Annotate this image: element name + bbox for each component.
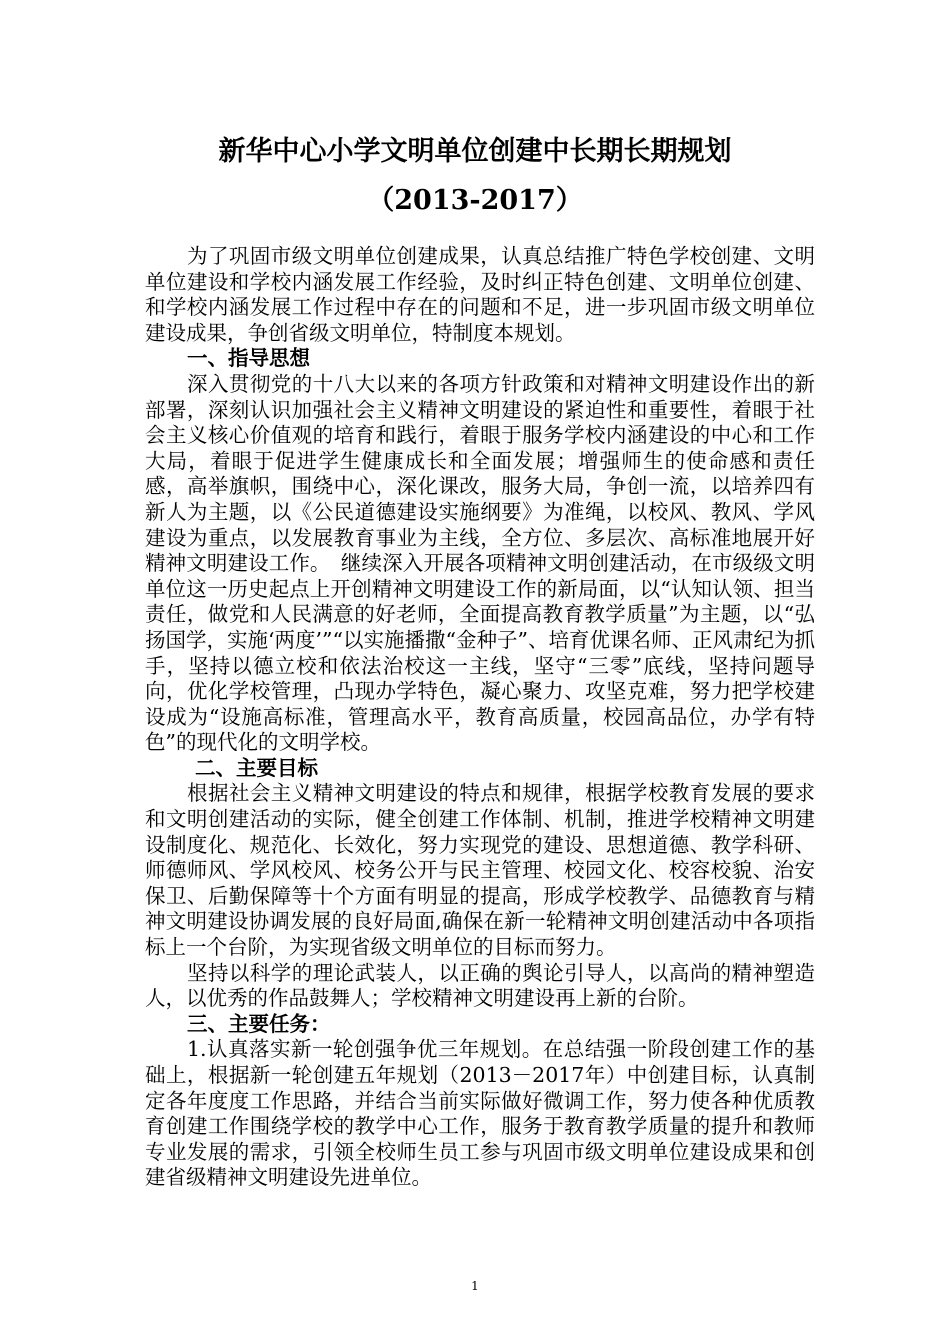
section-paragraph: 根据社会主义精神文明建设的特点和规律，根据学校教育发展的要求和文明创建活动的实际，健全创建工作体制、机制，推进学校精神文明建设制度化、规范化、长效化，努力实现党的建设、思想道德、教学科研、师德师风、学风校风、校务公开与民主管理、校园文化、校容校貌、治安保卫、后勤保障等十个方面有明显的提高，形成学校教学、品德教育与精神文明建设协调发展的良好局面,确保在新一轮精神文明创建活动中各项指标上一个台阶，为实现省级文明单位的目标而努力。 (145, 781, 815, 960)
document-body (145, 244, 815, 1191)
section-heading-main-goals: 二、主要目标 (195, 755, 318, 780)
document-subtitle: （2013-2017） (367, 185, 583, 216)
section-paragraph: 1.认真落实新一轮创强争优三年规划。在总结强一阶段创建工作的基础上，根据新一轮创建五年规划（2013－2017年）中创建目标，认真制定各年度度工作思路，并结合当前实际做好微调工作，努力使各种优质教育创建工作围绕学校的教学中心工作，服务于教育教学质量的提升和教师专业发展的需求，引领全校师生员工参与巩固市级文明单位建设成果和创建省级精神文明建设先进单位。 (145, 1037, 815, 1190)
section-paragraph: 深入贯彻党的十八大以来的各项方针政策和对精神文明建设作出的新部署，深刻认识加强社会主义精神文明建设的紧迫性和重要性，着眼于社会主义核心价值观的培育和践行，着眼于服务学校内涵建设的中心和工作大局，着眼于促进学生健康成长和全面发展；增强师生的使命感和责任感，高举旗帜，围绕中心，深化课改，服务大局，争创一流，以培养四有新人为主题，以《公民道德建设实施纲要》为准绳，以校风、教风、学风建设为重点，以发展教育事业为主线，全方位、多层次、高标准地展开好精神文明建设工作。 继续深入开展各项精神文明创建活动，在市级级文明单位这一历史起点上开创精神文明建设工作的新局面，以“认知认领、担当责任，做党和人民满意的好老师，全面提高教育教学质量”为主题，以“弘扬国学，实施‘两度’”“以实施播撒“金种子”、培育优课名师、正风肃纪为抓手，坚持以德立校和依法治校这一主线，坚守“三零”底线，坚持问题导向，优化学校管理，凸现办学特色，凝心聚力、攻坚克难，努力把学校建设成为“设施高标准，管理高水平，教育高质量，校园高品位，办学有特色”的现代化的文明学校。 (145, 371, 815, 755)
page-number: 1 (471, 1279, 479, 1293)
section-paragraph: 坚持以科学的理论武装人，以正确的舆论引导人，以高尚的精神塑造人，以优秀的作品鼓舞人；学校精神文明建设再上新的台阶。 (145, 960, 815, 1011)
section-heading-guiding-ideology: 一、指导思想 (187, 346, 310, 371)
intro-paragraph: 为了巩固市级文明单位创建成果，认真总结推广特色学校创建、文明单位建设和学校内涵发展工作经验，及时纠正特色创建、文明单位创建、和学校内涵发展工作过程中存在的问题和不足，进一步巩固市级文明单位建设成果，争创省级文明单位，特制度本规划。 (145, 244, 815, 345)
document-title: 新华中心小学文明单位创建中长期长期规划 (218, 136, 732, 167)
section-heading-main-tasks: 三、主要任务： (187, 1011, 331, 1036)
